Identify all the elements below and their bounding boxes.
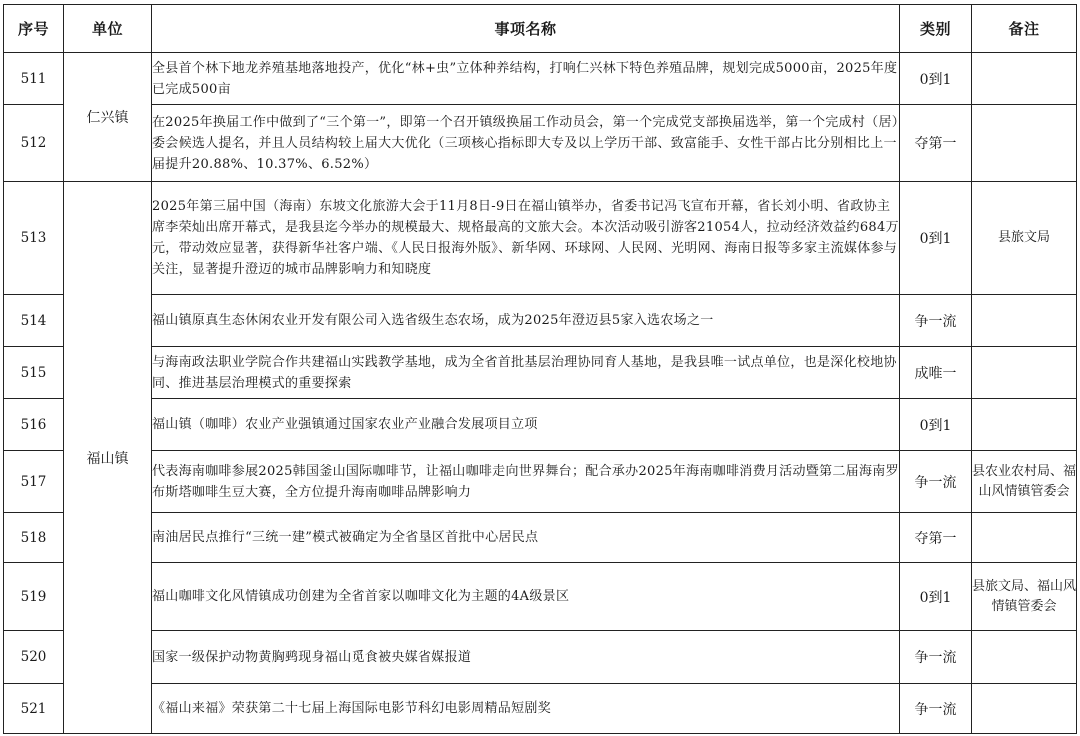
row-item: 代表海南咖啡参展2025韩国釜山国际咖啡节，让福山咖啡走向世界舞台；配合承办2025年海南咖啡消费月活动暨第二届海南罗布斯塔咖啡生豆大赛，全方位提升海南咖啡品牌影响力 (152, 451, 900, 513)
row-note (972, 105, 1077, 182)
row-note: 县农业农村局、福山风情镇管委会 (972, 451, 1077, 513)
row-note (972, 684, 1077, 734)
row-category: 夺第一 (900, 105, 972, 182)
row-note (972, 53, 1077, 105)
table-row (4, 295, 1077, 347)
table-row (4, 631, 1077, 684)
row-category: 夺第一 (900, 513, 972, 563)
row-item: 全县首个林下地龙养殖基地落地投产，优化“林+虫”立体种养结构，打响仁兴林下特色养殖品牌，规划完成5000亩，2025年度已完成500亩 (152, 53, 900, 105)
row-seq: 513 (4, 182, 64, 295)
row-seq: 511 (4, 53, 64, 105)
row-item: 与海南政法职业学院合作共建福山实践教学基地，成为全省首批基层治理协同育人基地，是我县唯一试点单位，也是深化校地协同、推进基层治理模式的重要探索 (152, 347, 900, 399)
table-row (4, 53, 1077, 105)
row-category: 争一流 (900, 631, 972, 684)
row-note (972, 295, 1077, 347)
header-category: 类别 (900, 5, 972, 53)
row-seq: 516 (4, 399, 64, 451)
unit-cell-fushan: 福山镇 (64, 182, 152, 734)
row-note (972, 513, 1077, 563)
row-item: 在2025年换届工作中做到了“三个第一”，即第一个召开镇级换届工作动员会，第一个完成党支部换届选举，第一个完成村（居）委会候选人提名，并且人员结构较上届大大优化（三项核心指标即大专及以上学历干部、致富能手、女性干部占比分别相比上一届提升20.88%、10.37%、6.52%） (152, 105, 900, 182)
row-category: 0到1 (900, 399, 972, 451)
table-header-row (4, 5, 1077, 53)
row-seq: 517 (4, 451, 64, 513)
row-item: 《福山来福》荣获第二十七届上海国际电影节科幻电影周精品短剧奖 (152, 684, 900, 734)
row-category: 0到1 (900, 182, 972, 295)
header-note: 备注 (972, 5, 1077, 53)
row-item: 南油居民点推行“三统一建”模式被确定为全省垦区首批中心居民点 (152, 513, 900, 563)
row-category: 0到1 (900, 563, 972, 631)
row-item: 2025年第三届中国（海南）东坡文化旅游大会于11月8日-9日在福山镇举办，省委书记冯飞宣布开幕，省长刘小明、省政协主席李荣灿出席开幕式，是我县迄今举办的规模最大、规格最高的文旅大会。本次活动吸引游客21054人，拉动经济效益约684万元，带动效应显著，获得新华社客户端、《人民日报海外版》、新华网、环球网、人民网、光明网、海南日报等多家主流媒体参与关注，显著提升澄迈的城市品牌影响力和知晓度 (152, 182, 900, 295)
row-note (972, 631, 1077, 684)
row-note: 县旅文局、福山风情镇管委会 (972, 563, 1077, 631)
table-row (4, 347, 1077, 399)
row-seq: 515 (4, 347, 64, 399)
row-category: 争一流 (900, 451, 972, 513)
row-seq: 520 (4, 631, 64, 684)
row-seq: 521 (4, 684, 64, 734)
table-row (4, 684, 1077, 734)
row-note: 县旅文局 (972, 182, 1077, 295)
row-note (972, 399, 1077, 451)
unit-cell-renxing: 仁兴镇 (64, 53, 152, 182)
row-item: 国家一级保护动物黄胸鹀现身福山觅食被央媒省媒报道 (152, 631, 900, 684)
table-row (4, 105, 1077, 182)
row-seq: 514 (4, 295, 64, 347)
row-category: 成唯一 (900, 347, 972, 399)
row-seq: 518 (4, 513, 64, 563)
row-item: 福山镇原真生态休闲农业开发有限公司入选省级生态农场，成为2025年澄迈县5家入选农场之一 (152, 295, 900, 347)
row-seq: 512 (4, 105, 64, 182)
header-seq: 序号 (4, 5, 64, 53)
items-table (3, 4, 1077, 734)
table-row (4, 451, 1077, 513)
header-unit: 单位 (64, 5, 152, 53)
row-item: 福山镇（咖啡）农业产业强镇通过国家农业产业融合发展项目立项 (152, 399, 900, 451)
row-category: 争一流 (900, 684, 972, 734)
table-row (4, 563, 1077, 631)
table-row (4, 513, 1077, 563)
row-seq: 519 (4, 563, 64, 631)
row-item: 福山咖啡文化风情镇成功创建为全省首家以咖啡文化为主题的4A级景区 (152, 563, 900, 631)
row-note (972, 347, 1077, 399)
header-item: 事项名称 (152, 5, 900, 53)
table-row (4, 399, 1077, 451)
row-category: 争一流 (900, 295, 972, 347)
table-row (4, 182, 1077, 295)
row-category: 0到1 (900, 53, 972, 105)
